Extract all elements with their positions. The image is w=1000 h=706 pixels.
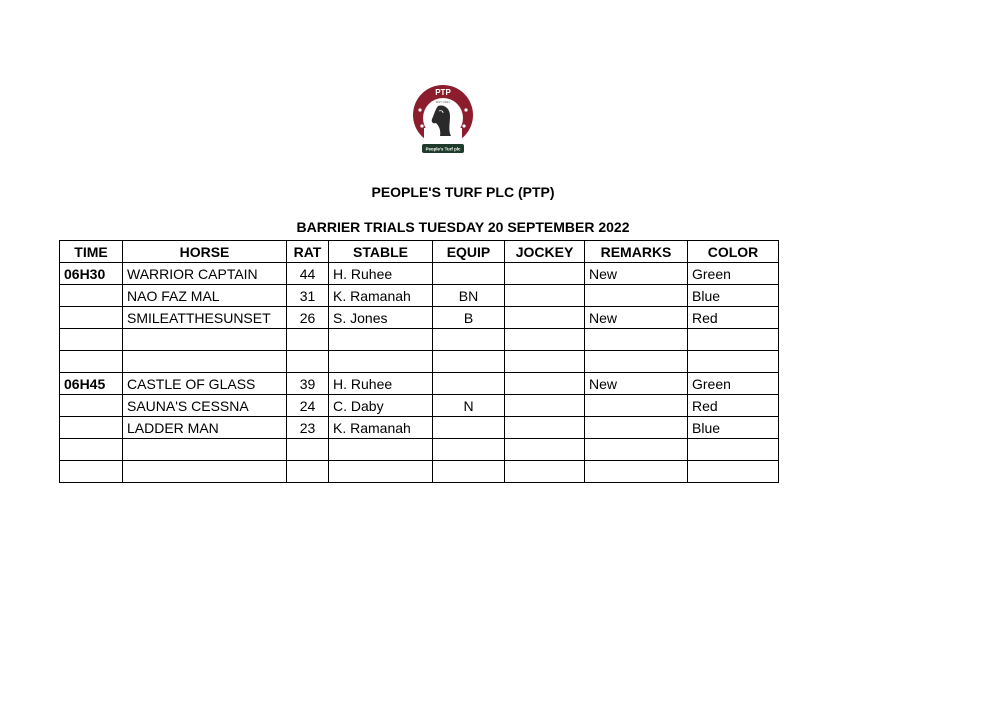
cell-remarks (585, 285, 688, 307)
cell-time (60, 439, 123, 461)
cell-rat (287, 461, 329, 483)
cell-horse: CASTLE OF GLASS (123, 373, 287, 395)
cell-horse (123, 461, 287, 483)
cell-stable: H. Ruhee (329, 263, 433, 285)
cell-time (60, 395, 123, 417)
cell-remarks: New (585, 307, 688, 329)
col-rat: RAT (287, 241, 329, 263)
cell-time: 06H30 (60, 263, 123, 285)
cell-jockey (505, 373, 585, 395)
cell-color: Red (688, 395, 779, 417)
cell-equip: N (433, 395, 505, 417)
cell-jockey (505, 263, 585, 285)
cell-stable (329, 351, 433, 373)
table-row (60, 329, 779, 351)
cell-stable (329, 439, 433, 461)
cell-horse: LADDER MAN (123, 417, 287, 439)
cell-remarks (585, 329, 688, 351)
col-horse: HORSE (123, 241, 287, 263)
cell-horse: NAO FAZ MAL (123, 285, 287, 307)
cell-time (60, 329, 123, 351)
table-row (60, 417, 779, 439)
cell-time (60, 461, 123, 483)
table-row (60, 307, 779, 329)
cell-color: Blue (688, 417, 779, 439)
cell-equip (433, 461, 505, 483)
table-row (60, 373, 779, 395)
cell-horse (123, 329, 287, 351)
cell-time (60, 351, 123, 373)
cell-stable: S. Jones (329, 307, 433, 329)
cell-remarks (585, 417, 688, 439)
cell-equip (433, 263, 505, 285)
cell-equip (433, 351, 505, 373)
cell-equip (433, 417, 505, 439)
page-subtitle: BARRIER TRIALS TUESDAY 20 SEPTEMBER 2022 (296, 219, 630, 235)
col-time: TIME (60, 241, 123, 263)
col-remarks: REMARKS (585, 241, 688, 263)
table-row (60, 285, 779, 307)
cell-jockey (505, 307, 585, 329)
cell-rat: 39 (287, 373, 329, 395)
cell-remarks (585, 395, 688, 417)
cell-remarks (585, 439, 688, 461)
col-jockey: JOCKEY (505, 241, 585, 263)
cell-color: Red (688, 307, 779, 329)
cell-rat: 44 (287, 263, 329, 285)
cell-equip (433, 329, 505, 351)
cell-stable: H. Ruhee (329, 373, 433, 395)
table-row (60, 395, 779, 417)
cell-horse: WARRIOR CAPTAIN (123, 263, 287, 285)
cell-remarks (585, 351, 688, 373)
cell-remarks: New (585, 373, 688, 395)
cell-color: Green (688, 373, 779, 395)
barrier-trials-table (59, 240, 779, 483)
cell-jockey (505, 329, 585, 351)
cell-horse (123, 439, 287, 461)
logo-est: EST. 2021 (436, 100, 450, 104)
cell-rat (287, 329, 329, 351)
col-color: COLOR (688, 241, 779, 263)
cell-rat: 23 (287, 417, 329, 439)
cell-jockey (505, 285, 585, 307)
cell-remarks: New (585, 263, 688, 285)
cell-rat: 31 (287, 285, 329, 307)
cell-jockey (505, 439, 585, 461)
cell-stable: K. Ramanah (329, 285, 433, 307)
table-row (60, 439, 779, 461)
cell-color (688, 351, 779, 373)
table-row (60, 461, 779, 483)
cell-time (60, 285, 123, 307)
page-title: PEOPLE'S TURF PLC (PTP) (371, 184, 555, 200)
cell-time (60, 307, 123, 329)
col-stable: STABLE (329, 241, 433, 263)
cell-equip (433, 373, 505, 395)
cell-stable: C. Daby (329, 395, 433, 417)
cell-color: Blue (688, 285, 779, 307)
cell-horse: SMILEATTHESUNSET (123, 307, 287, 329)
cell-time: 06H45 (60, 373, 123, 395)
cell-color (688, 439, 779, 461)
cell-rat (287, 439, 329, 461)
cell-horse: SAUNA'S CESSNA (123, 395, 287, 417)
cell-stable (329, 461, 433, 483)
cell-rat (287, 351, 329, 373)
cell-jockey (505, 395, 585, 417)
logo-text: PTP (435, 88, 451, 97)
cell-remarks (585, 461, 688, 483)
logo-tagline: People's Turf plc (425, 146, 461, 152)
cell-jockey (505, 461, 585, 483)
cell-jockey (505, 417, 585, 439)
cell-rat: 26 (287, 307, 329, 329)
table-row (60, 263, 779, 285)
cell-jockey (505, 351, 585, 373)
ptp-logo (410, 82, 476, 156)
cell-color (688, 461, 779, 483)
cell-stable (329, 329, 433, 351)
cell-stable: K. Ramanah (329, 417, 433, 439)
cell-color: Green (688, 263, 779, 285)
cell-horse (123, 351, 287, 373)
cell-rat: 24 (287, 395, 329, 417)
cell-equip (433, 439, 505, 461)
cell-equip: BN (433, 285, 505, 307)
col-equip: EQUIP (433, 241, 505, 263)
cell-color (688, 329, 779, 351)
cell-equip: B (433, 307, 505, 329)
table-row (60, 351, 779, 373)
header-row (60, 241, 779, 263)
cell-time (60, 417, 123, 439)
